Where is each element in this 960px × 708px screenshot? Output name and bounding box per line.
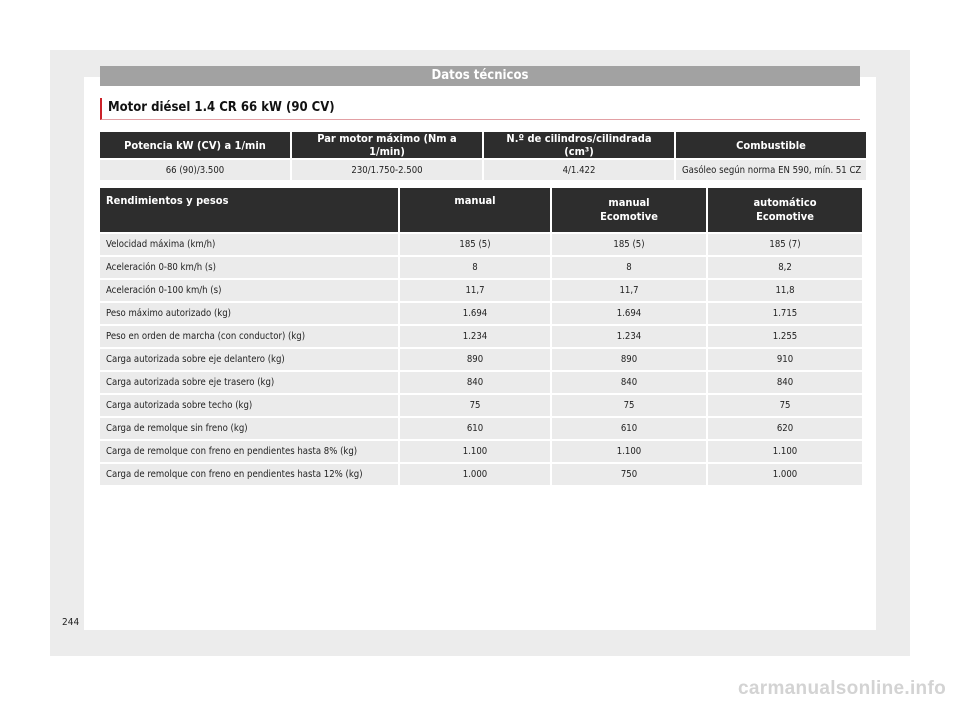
- row-label: Carga de remolque sin freno (kg): [100, 418, 398, 439]
- table-row: [100, 372, 862, 393]
- column-header: N.º de cilindros/cilindrada (cm³): [484, 132, 674, 158]
- page-number: 244: [62, 617, 80, 628]
- row-label: Peso máximo autorizado (kg): [100, 303, 398, 324]
- row-label: Carga autorizada sobre eje delantero (kg): [100, 349, 398, 370]
- table-row: [100, 326, 862, 347]
- table-cell: 185 (5): [400, 234, 550, 255]
- table-cell: 620: [708, 418, 862, 439]
- header-line: manual: [608, 196, 650, 209]
- table-cell: 1.100: [400, 441, 550, 462]
- table-cell: 185 (5): [552, 234, 706, 255]
- row-label: Carga autorizada sobre eje trasero (kg): [100, 372, 398, 393]
- table-cell: 910: [708, 349, 862, 370]
- performance-weights-table: [98, 186, 864, 487]
- table-row: [100, 234, 862, 255]
- table-cell: 1.694: [400, 303, 550, 324]
- table-header-row: [100, 188, 862, 232]
- table-cell: Gasóleo según norma EN 590, mín. 51 CZ: [676, 160, 866, 180]
- header-line: Ecomotive: [756, 210, 814, 223]
- table-cell: 8: [400, 257, 550, 278]
- table-cell: 1.694: [552, 303, 706, 324]
- table-row: [100, 441, 862, 462]
- table-cell: 4/1.422: [484, 160, 674, 180]
- row-label: Aceleración 0-80 km/h (s): [100, 257, 398, 278]
- table-cell: 1.100: [552, 441, 706, 462]
- table-cell: 11,7: [552, 280, 706, 301]
- row-label: Carga de remolque con freno en pendientes hasta 8% (kg): [100, 441, 398, 462]
- column-header: Potencia kW (CV) a 1/min: [100, 132, 290, 158]
- table-cell: 75: [400, 395, 550, 416]
- row-label: Carga de remolque con freno en pendientes hasta 12% (kg): [100, 464, 398, 485]
- table-cell: 840: [552, 372, 706, 393]
- engine-specs-table: [98, 130, 868, 182]
- header-line: automático: [753, 196, 817, 209]
- page-title: Motor diésel 1.4 CR 66 kW (90 CV): [100, 98, 860, 120]
- watermark-logo: carmanualsonline.info: [738, 678, 946, 699]
- table-cell: 75: [552, 395, 706, 416]
- table-cell: 1.100: [708, 441, 862, 462]
- table-cell: 185 (7): [708, 234, 862, 255]
- table-cell: 1.715: [708, 303, 862, 324]
- row-label: Aceleración 0-100 km/h (s): [100, 280, 398, 301]
- column-header-label: Rendimientos y pesos: [100, 188, 398, 232]
- row-label: Velocidad máxima (km/h): [100, 234, 398, 255]
- table-cell: 1.000: [400, 464, 550, 485]
- table-cell: 230/1.750-2.500: [292, 160, 482, 180]
- table-cell: 890: [400, 349, 550, 370]
- column-header: Par motor máximo (Nm a 1/min): [292, 132, 482, 158]
- table-cell: 8: [552, 257, 706, 278]
- table-cell: 75: [708, 395, 862, 416]
- table-row: [100, 303, 862, 324]
- table-cell: 750: [552, 464, 706, 485]
- row-label: Peso en orden de marcha (con conductor) (kg): [100, 326, 398, 347]
- table-cell: 66 (90)/3.500: [100, 160, 290, 180]
- table-row: [100, 464, 862, 485]
- table-row: [100, 280, 862, 301]
- table-cell: 610: [400, 418, 550, 439]
- row-label: Carga autorizada sobre techo (kg): [100, 395, 398, 416]
- table-row: [100, 257, 862, 278]
- table-row: [100, 349, 862, 370]
- table-cell: 1.234: [552, 326, 706, 347]
- column-header-manual: manual: [400, 188, 550, 232]
- table-row: [100, 418, 862, 439]
- table-row: [100, 395, 862, 416]
- table-cell: 840: [400, 372, 550, 393]
- table-row: [100, 160, 866, 180]
- table-cell: 1.234: [400, 326, 550, 347]
- column-header-automatic-ecomotive: [708, 188, 862, 232]
- table-cell: 11,7: [400, 280, 550, 301]
- table-header-row: [100, 132, 866, 158]
- table-cell: 610: [552, 418, 706, 439]
- table-cell: 890: [552, 349, 706, 370]
- column-header-manual-ecomotive: [552, 188, 706, 232]
- table-cell: 840: [708, 372, 862, 393]
- header-line: Ecomotive: [600, 210, 658, 223]
- table-cell: 8,2: [708, 257, 862, 278]
- table-cell: 1.000: [708, 464, 862, 485]
- table-cell: 11,8: [708, 280, 862, 301]
- column-header: Combustible: [676, 132, 866, 158]
- section-header: Datos técnicos: [100, 66, 860, 86]
- table-cell: 1.255: [708, 326, 862, 347]
